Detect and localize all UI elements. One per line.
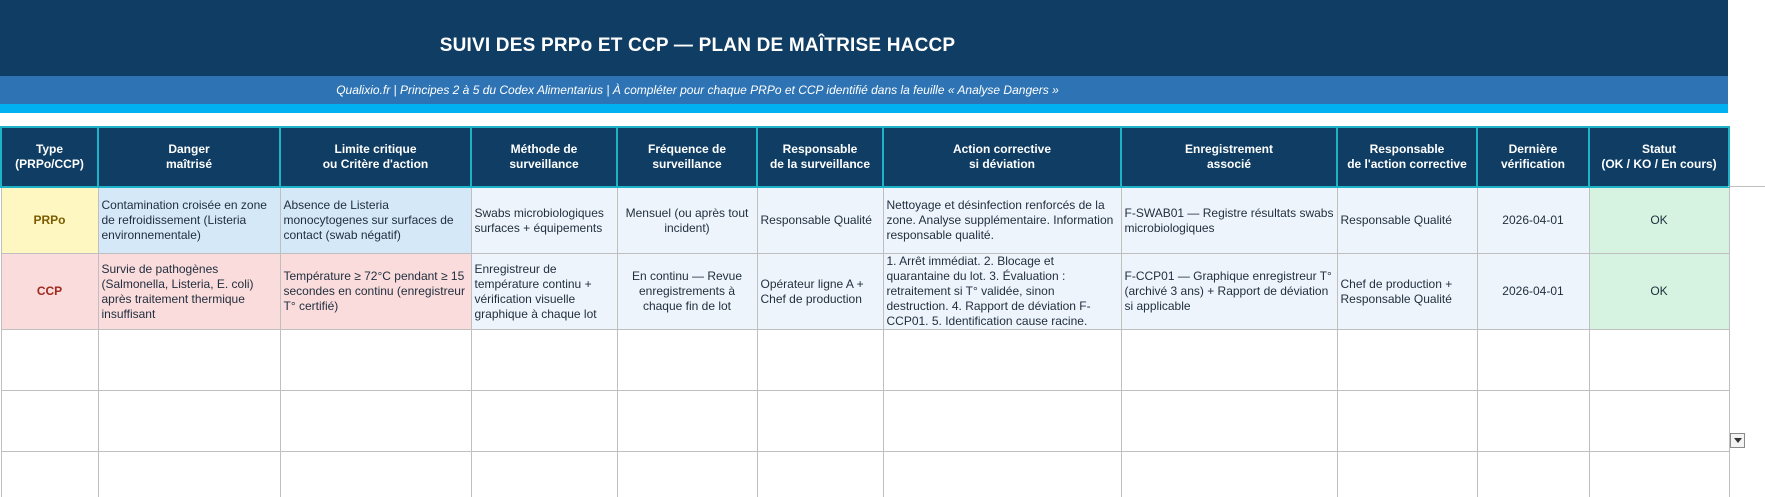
haccp-tracking-table [0, 126, 1730, 497]
col-header-method[interactable]: Méthode de surveillance [471, 127, 617, 187]
empty-cell[interactable] [883, 391, 1121, 452]
empty-cell[interactable] [1, 391, 98, 452]
empty-cell[interactable] [1, 452, 98, 497]
cell-danger[interactable]: Survie de pathogènes (Salmonella, Listeria, E. coli) après traitement thermique insuffisant [98, 254, 280, 330]
empty-cell[interactable] [1589, 391, 1729, 452]
cell-frequency[interactable]: En continu — Revue enregistrements à chaque fin de lot [617, 254, 757, 330]
col-header-danger[interactable]: Danger maîtrisé [98, 127, 280, 187]
page-title: SUIVI DES PRPo ET CCP — PLAN DE MAÎTRISE HACCP [439, 35, 956, 56]
cell-monitor-owner[interactable]: Opérateur ligne A + Chef de production [757, 254, 883, 330]
page-subtitle: Qualixio.fr | Principes 2 à 5 du Codex Alimentarius | À compléter pour chaque PRPo et CCP identifié dans la feuille « Analyse Dangers » [336, 83, 1059, 97]
col-header-limit[interactable]: Limite critique ou Critère d'action [280, 127, 471, 187]
col-header-last-check[interactable]: Dernière vérification [1477, 127, 1589, 187]
outside-grid-area [1728, 126, 1765, 187]
chevron-down-icon [1734, 438, 1742, 443]
col-header-type[interactable]: Type (PRPo/CCP) [1, 127, 98, 187]
empty-cell[interactable] [280, 391, 471, 452]
empty-cell[interactable] [280, 452, 471, 497]
empty-cell[interactable] [1337, 330, 1477, 391]
title-banner [0, 0, 1728, 76]
cell-corrective-action[interactable]: 1. Arrêt immédiat. 2. Blocage et quarantaine du lot. 3. Évaluation : retraitement si T° validée, sinon destruction. 4. Rapport de déviation F-CCP01. 5. Identification cause racine. [883, 254, 1121, 330]
empty-cell[interactable] [617, 391, 757, 452]
empty-cell[interactable] [98, 452, 280, 497]
col-header-status[interactable]: Statut (OK / KO / En cours) [1589, 127, 1729, 187]
cell-method[interactable]: Swabs microbiologiques surfaces + équipements [471, 187, 617, 254]
cell-monitor-owner[interactable]: Responsable Qualité [757, 187, 883, 254]
cell-method[interactable]: Enregistreur de température continu + vérification visuelle graphique à chaque lot [471, 254, 617, 330]
cell-record[interactable]: F-SWAB01 — Registre résultats swabs microbiologiques [1121, 187, 1337, 254]
cell-action-owner[interactable]: Chef de production + Responsable Qualité [1337, 254, 1477, 330]
empty-row [1, 391, 1729, 452]
empty-cell[interactable] [1121, 391, 1337, 452]
empty-cell[interactable] [1, 330, 98, 391]
col-header-record[interactable]: Enregistrement associé [1121, 127, 1337, 187]
empty-cell[interactable] [1337, 391, 1477, 452]
empty-row [1, 330, 1729, 391]
empty-cell[interactable] [883, 452, 1121, 497]
col-header-frequency[interactable]: Fréquence de surveillance [617, 127, 757, 187]
accent-divider [0, 104, 1728, 113]
cell-last-check[interactable]: 2026-04-01 [1477, 254, 1589, 330]
cell-frequency[interactable]: Mensuel (ou après tout incident) [617, 187, 757, 254]
cell-corrective-action[interactable]: Nettoyage et désinfection renforcés de la zone. Analyse supplémentaire. Information responsable qualité. [883, 187, 1121, 254]
cell-type[interactable]: PRPo [1, 187, 98, 254]
cell-action-owner[interactable]: Responsable Qualité [1337, 187, 1477, 254]
col-header-action-owner[interactable]: Responsable de l'action corrective [1337, 127, 1477, 187]
empty-cell[interactable] [1589, 452, 1729, 497]
empty-cell[interactable] [1477, 330, 1589, 391]
col-header-monitor-owner[interactable]: Responsable de la surveillance [757, 127, 883, 187]
table-row [1, 187, 1729, 254]
empty-cell[interactable] [471, 330, 617, 391]
empty-cell[interactable] [757, 330, 883, 391]
empty-cell[interactable] [757, 391, 883, 452]
spacer-row[interactable] [0, 113, 1728, 126]
cell-type[interactable]: CCP [1, 254, 98, 330]
empty-cell[interactable] [617, 452, 757, 497]
empty-cell[interactable] [1589, 330, 1729, 391]
empty-cell[interactable] [1121, 330, 1337, 391]
empty-row [1, 452, 1729, 497]
cell-dropdown-button[interactable] [1730, 433, 1745, 448]
empty-cell[interactable] [98, 330, 280, 391]
empty-cell[interactable] [757, 452, 883, 497]
empty-cell[interactable] [1121, 452, 1337, 497]
cell-status[interactable]: OK [1589, 254, 1729, 330]
empty-cell[interactable] [1477, 391, 1589, 452]
subtitle-banner [0, 76, 1728, 104]
cell-record[interactable]: F-CCP01 — Graphique enregistreur T° (archivé 3 ans) + Rapport de déviation si applicable [1121, 254, 1337, 330]
empty-cell[interactable] [883, 330, 1121, 391]
empty-cell[interactable] [471, 452, 617, 497]
empty-cell[interactable] [1337, 452, 1477, 497]
header-row [1, 127, 1729, 187]
empty-cell[interactable] [98, 391, 280, 452]
empty-cell[interactable] [617, 330, 757, 391]
col-header-corrective-action[interactable]: Action corrective si déviation [883, 127, 1121, 187]
cell-limit[interactable]: Absence de Listeria monocytogenes sur surfaces de contact (swab négatif) [280, 187, 471, 254]
empty-cell[interactable] [471, 391, 617, 452]
cell-last-check[interactable]: 2026-04-01 [1477, 187, 1589, 254]
table-row [1, 254, 1729, 330]
empty-cell[interactable] [280, 330, 471, 391]
cell-status[interactable]: OK [1589, 187, 1729, 254]
empty-cell[interactable] [1477, 452, 1589, 497]
cell-danger[interactable]: Contamination croisée en zone de refroidissement (Listeria environnementale) [98, 187, 280, 254]
cell-limit[interactable]: Température ≥ 72°C pendant ≥ 15 secondes en continu (enregistreur T° certifié) [280, 254, 471, 330]
